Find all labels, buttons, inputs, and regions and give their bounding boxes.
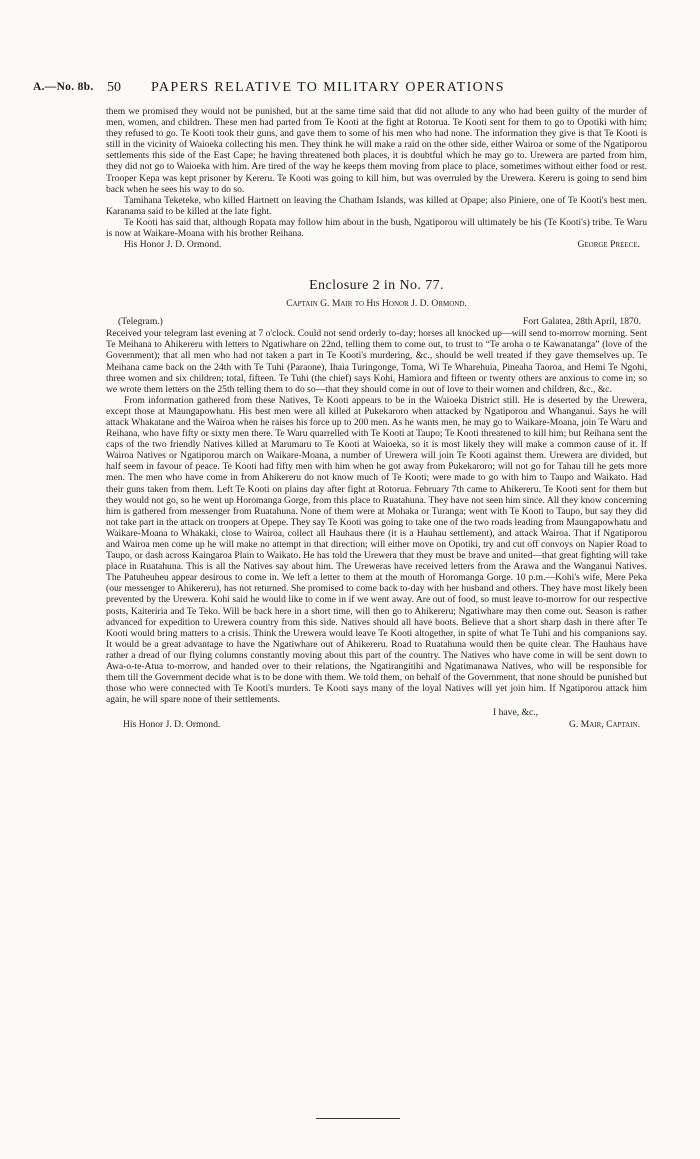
- document-reference: A.—No. 8b.: [33, 81, 94, 93]
- telegram-label: (Telegram.): [118, 316, 163, 328]
- enclosure-paragraph: Received your telegram last evening at 7 o'clock. Could not send orderly to-day; horses all knocked up—will send to-morrow morning. Sent Te Meihana to Ahikereru with letters to Ngatiwhare on 22nd, telling them to come out, to trust to “Te aroha o te Kawanatanga” (love of the Government); that all men who had not taken a part in Te Kooti's murdering, &c., should be well treated if they gave themselves up. Te Meihana came back on the 24th with Te Tuhi (Paraone), Ihaia Turingonge, Toma, Wi Te Wharehuia, Pineaha Taoroa, and Hemi Te Ngohi, three women and six children; total, fifteen. Te Tuhi (the chief) says Kohi, Hamiora and fifteen or twenty others are anxious to come in; so we wrote them letters on the 25th telling them to do so—that they should come in out of love to their women and children, &c., &c.: [106, 328, 647, 395]
- body-paragraph: Tamihana Teketeke, who killed Hartnett on leaving the Chatham Islands, was killed at Opape; also Piniere, one of Te Kooti's best men. Karanama said to be killed at the late fight.: [106, 194, 647, 217]
- enclosure-signoff: [106, 706, 647, 732]
- enclosure-paragraph: From information gathered from these Natives, Te Kooti appears to be in the Waioeka District still. He is deserted by the Urewera, except those at Maungapowhatu. His best men were all killed at Pukekaroro when attacked by Ngatiporou and Whanganui. Says he will attack Whakatane and the Wairoa when he raises his force up to 200 men. As he wants men, he may go to Waikare-Moana, join Te Waru and Reihana, who have fifty or sixty men there. Te Waru quarrelled with Te Kooti at Taupo; Te Kooti threatened to kill him; but Reihana sent the caps of the two friendly Natives killed at Marumaru to Te Kooti at Waioeka, so it is most likely they will make a common cause of it. If Wairoa Natives or Ngatiporou march on Waikare-Moana, a number of Urewera will join Te Kooti against them. Urewera are divided, but half seem in favour of peace. Te Kooti had fifty men with him when he got away from Pukekaroro; will not go for Tahau till he gets more men. The men who have come in from Ahikereru do not know much of Te Kooti; were made to go with him to Taupo and Waikato. Had their guns taken from them. Left Te Kooti on plains day after fight at Rotorua. February 7th came to Ahikereru. Te Kooti sent for them but they would not go, so he went up Horomanga Gorge, from this place to Ruatahuna. They have not seen him since. All they know concerning him is gathered from messenger from Ruatahuna. None of them were at Mohaka or Turanga; went with Te Kooti to Taupo, but say they did not take part in the attack on troopers at Opepe. They say Te Kooti was going to take one of the two roads leading from Maungapowhatu and Waikare-Moana to Whakaki, close to Wairoa, collect all Hauhaus there (it is a Hauhau settlement), and attack Wairoa. That if Ngatiporou and Wairoa men come up he will make no attempt in that direction; will either move on Opotiki, try and cut off convoys on Napier Road to Taupo, or dash across Kaingaroa Plain to Waikato. He has told the Urewera that they must be brave and united—that great fighting will take place in Ruatahuna. This is all the Natives say about him. The Ureweras have received letters from the Arawa and the Wanganui Natives. The Patuheuheu appear desirous to come in. We left a letter to them at the mouth of Horomanga Gorge. 10 p.m.—Kohi's wife, Mere Peka (our messenger to Ahikereru), has not returned. She promised to come back to-day with her husband and others. They have most likely been prevented by the Urewera. Kohi said he would like to come in if we went away. Are out of food, so must leave to-morrow for our respective posts, Kaiteriria and Te Teko. Will be back here in a short time, will then go to Ahikereru; Ngatiwhare may then come out. Season is rather advanced for expedition to Urewera country from this side. Natives should all have boots. Believe that a short sharp dash in there after Te Kooti would bring matters to a crisis. Think the Urewera would leave Te Kooti altogether, in spite of what Te Tuhi and his companions say. It would be a great advantage to have the Ngatiwhare out of Ahikereru. Road to Ruatahuna would then be quite clear. The Hauhaus have rather a dread of our flying columns constantly moving about this part of the country. The Natives who have come in will be sent down to Awa-o-te-Atua to-morrow, and handed over to their relations, the Ngatirangitihi and Ngatimanawa Natives, who will be responsible for them till the Government decide what is to be done with them. We told them, on behalf of the Government, that none should be punished but those who were connected with Te Kooti's murders. Te Kooti says many of the loyal Natives will yet join him. If Ngatiporou attack him again, he will spare none of their settlements.: [106, 394, 647, 706]
- page-number: 50: [107, 80, 121, 95]
- page-header: [0, 82, 700, 102]
- end-rule: [316, 1118, 400, 1119]
- enclosure-subtitle: Captain G. Mair to His Honor J. D. Ormond.: [286, 298, 467, 310]
- signature: G. Mair, Captain.: [568, 719, 640, 731]
- signature: George Preece.: [577, 239, 640, 251]
- document-body: [106, 106, 647, 732]
- closing-phrase: I have, &c.,: [493, 707, 539, 719]
- continued-paragraph: them we promised they would not be punished, but at the same time said that did not allude to any who had been guilty of the murder of men, women, and children. These men had parted from Te Kooti at the fight at Rotorua. Te Kooti sent for them to go to Opotiki with him; they refused to go. Te Kooti took their guns, and gave them to some of his men who had none. The information they give is that Te Kooti is still in the vicinity of Waioeka collecting his men. They think he will make a raid on the other side, either Wairoa or some of the Ngatiporou settlements this side of the East Cape; he having threatened both places, it is doubtful which he may go to. Urewera are parted from him, they did not go to Waioeka with him. Are tired of the way he keeps them moving from place to place, sometimes without either food or rest. Trooper Kepa was kept prisoner by Kereru. Te Kooti was going to kill him, but was overruled by the Urewera. Kereru is going to send him back when he sees his way to do so.: [106, 106, 647, 195]
- body-paragraph: Te Kooti has said that, although Ropata may follow him about in the bush, Ngatiporou will ultimately be his (Te Kooti's) tribe. Te Waru is now at Waikare-Moana with his brother Reihana.: [106, 216, 647, 240]
- dateline: [106, 314, 647, 328]
- addressee: His Honor J. D. Ormond.: [123, 719, 221, 731]
- enclosure-title: Enclosure 2 in No. 77.: [309, 278, 444, 294]
- letter-signoff: [106, 239, 647, 251]
- place-date: Fort Galatea, 28th April, 1870.: [522, 316, 641, 328]
- addressee: His Honor J. D. Ormond.: [124, 239, 222, 251]
- running-title: PAPERS RELATIVE TO MILITARY OPERATIONS: [151, 80, 505, 95]
